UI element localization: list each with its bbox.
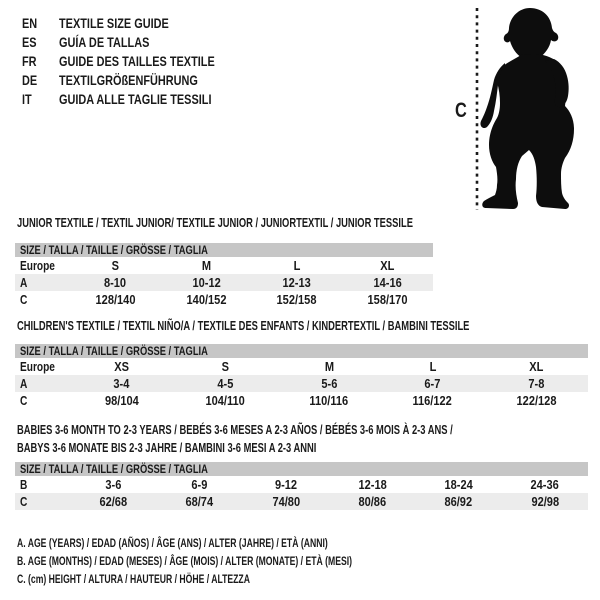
size-header-bar	[15, 243, 433, 257]
row-label-cell: C	[20, 393, 28, 408]
junior-section-title: JUNIOR TEXTILE / TEXTIL JUNIOR/ TEXTILE JUNIOR / JUNIORTEXTIL / JUNIOR TESSILE	[17, 215, 413, 230]
language-code: ES	[22, 33, 37, 50]
table-cell: XL	[529, 359, 544, 374]
language-code: EN	[22, 14, 38, 31]
row-label-cell: A	[20, 376, 28, 391]
table-cell: L	[293, 258, 301, 273]
table-cell: 5-6	[320, 376, 337, 391]
table-cell: 104/110	[205, 393, 246, 408]
table-row	[15, 392, 588, 409]
table-cell: 74/80	[271, 494, 300, 509]
table-cell: 6-7	[424, 376, 441, 391]
footnote-c: C. (cm) HEIGHT / ALTURA / HAUTEUR / HÖHE / ALTEZZA	[17, 572, 250, 586]
table-row	[15, 476, 588, 493]
babies-title-line1: BABIES 3-6 MONTH TO 2-3 YEARS / BEBÉS 3-6 MESES A 2-3 AÑOS / BÉBÉS 3-6 MOIS À 2-3 ANS /	[17, 422, 453, 437]
language-row-en	[22, 13, 259, 32]
table-cell: 10-12	[191, 275, 221, 290]
row-label-cell: Europe	[20, 359, 55, 374]
table-cell: 4-5	[217, 376, 234, 391]
language-row-it	[22, 90, 259, 109]
table-cell: 80/86	[358, 494, 386, 509]
babies-section-title	[17, 421, 600, 456]
children-size-table	[15, 344, 588, 409]
table-cell: S	[221, 359, 230, 374]
table-cell: 110/116	[309, 393, 349, 408]
language-legend	[22, 13, 259, 109]
table-cell: S	[111, 258, 120, 273]
table-cell: 92/98	[530, 494, 559, 509]
table-cell: 140/152	[186, 292, 227, 307]
language-title: TEXTILGRÖßENFÜHRUNG	[59, 72, 198, 89]
row-label-cell: A	[20, 275, 28, 290]
table-cell: 152/158	[276, 292, 317, 307]
table-cell: 8-10	[104, 275, 127, 290]
row-label-cell: C	[20, 494, 28, 509]
row-label-cell: B	[20, 477, 28, 492]
table-cell: 3-4	[113, 376, 130, 391]
table-row	[15, 375, 588, 392]
table-cell: XS	[114, 359, 130, 374]
table-cell: M	[201, 258, 211, 273]
table-row	[15, 358, 588, 375]
table-cell: L	[429, 359, 436, 374]
language-title: GUIDA ALLE TAGLIE TESSILI	[59, 91, 212, 108]
table-cell: M	[324, 359, 334, 374]
toddler-silhouette-icon	[480, 8, 574, 209]
size-header-label: SIZE / TALLA / TAILLE / GRÖSSE / TAGLIA	[20, 243, 208, 257]
language-title: TEXTILE SIZE GUIDE	[59, 14, 169, 31]
legend-footnotes	[17, 534, 482, 588]
language-row-de	[22, 71, 259, 90]
language-title: GUÍA DE TALLAS	[59, 33, 150, 50]
table-cell: 24-36	[530, 477, 559, 492]
children-section-title: CHILDREN'S TEXTILE / TEXTIL NIÑO/A / TEXTILE DES ENFANTS / KINDERTEXTIL / BAMBINI TESSILE	[17, 318, 470, 333]
size-header-bar	[15, 462, 588, 476]
table-cell: 7-8	[528, 376, 545, 391]
table-cell: 98/104	[104, 393, 139, 408]
table-row	[15, 274, 433, 291]
language-row-es	[22, 32, 259, 51]
row-label-cell: Europe	[20, 258, 55, 273]
table-row	[15, 257, 433, 274]
table-cell: 12-13	[282, 275, 312, 290]
language-code: FR	[22, 52, 37, 69]
size-header-label: SIZE / TALLA / TAILLE / GRÖSSE / TAGLIA	[20, 344, 208, 358]
size-header-label: SIZE / TALLA / TAILLE / GRÖSSE / TAGLIA	[20, 462, 208, 476]
table-cell: 12-18	[358, 477, 387, 492]
toddler-silhouette-figure	[450, 0, 600, 215]
babies-title-line2: BABYS 3-6 MONATE BIS 2-3 JAHRE / BAMBINI 3-6 MESI A 2-3 ANNI	[17, 439, 317, 455]
table-cell: 18-24	[444, 477, 473, 492]
table-cell: 62/68	[99, 494, 127, 509]
language-code: DE	[22, 72, 38, 89]
table-row	[15, 291, 433, 308]
footnote-b: B. AGE (MONTHS) / EDAD (MESES) / ÂGE (MOIS) / ALTER (MONATE) / ETÀ (MESI)	[17, 554, 353, 568]
table-cell: 3-6	[105, 477, 122, 492]
language-code: IT	[22, 91, 32, 108]
babies-size-table	[15, 462, 588, 510]
row-label-cell: C	[20, 292, 28, 307]
table-cell: XL	[380, 258, 395, 273]
footnote-a: A. AGE (YEARS) / EDAD (AÑOS) / ÂGE (ANS) / ALTER (JAHRE) / ETÀ (ANNI)	[17, 536, 328, 550]
table-cell: 9-12	[274, 477, 297, 492]
table-cell: 128/140	[95, 292, 136, 307]
table-cell: 116/122	[412, 393, 453, 408]
table-cell: 86/92	[444, 494, 473, 509]
height-measure-label: C	[455, 99, 467, 122]
table-cell: 122/128	[516, 393, 557, 408]
size-header-bar	[15, 344, 588, 358]
table-cell: 14-16	[373, 275, 402, 290]
junior-size-table	[15, 243, 433, 308]
table-cell: 68/74	[185, 494, 214, 509]
table-cell: 6-9	[191, 477, 208, 492]
table-row	[15, 493, 588, 510]
language-row-fr	[22, 51, 259, 70]
language-title: GUIDE DES TAILLES TEXTILE	[59, 52, 215, 69]
table-cell: 158/170	[367, 292, 408, 307]
